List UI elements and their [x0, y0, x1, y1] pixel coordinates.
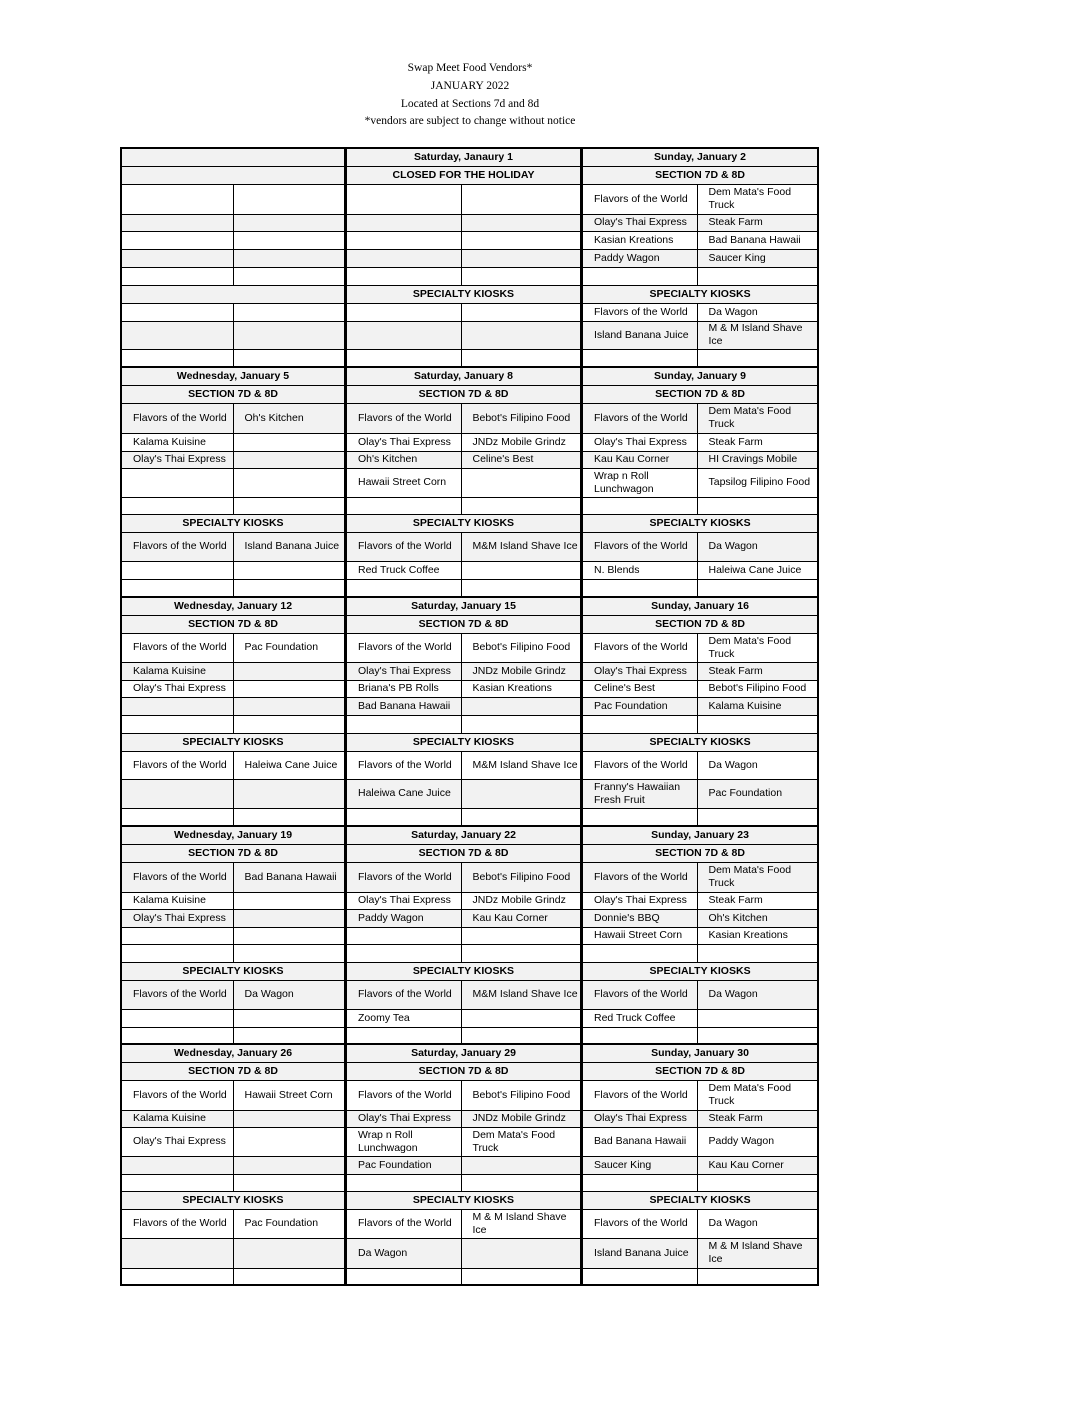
vendor-cell — [233, 433, 345, 451]
section-heading: CLOSED FOR THE HOLIDAY — [346, 166, 581, 184]
blank-cell — [121, 1268, 233, 1285]
blank-cell — [461, 267, 581, 285]
section-heading: Saturday, January 22 — [346, 826, 581, 844]
vendor-cell — [233, 909, 345, 927]
vendor-cell: Olay's Thai Express — [346, 1110, 461, 1127]
vendor-cell: Olay's Thai Express — [582, 662, 697, 680]
blank-cell — [346, 1174, 461, 1191]
blank-cell — [582, 267, 697, 285]
vendor-cell: Island Banana Juice — [582, 321, 697, 349]
section-heading: SPECIALTY KIOSKS — [346, 514, 581, 532]
vendor-cell: JNDz Mobile Grindz — [461, 662, 581, 680]
blank-cell — [346, 1027, 461, 1044]
vendor-cell: Haleiwa Cane Juice — [346, 779, 461, 808]
section-heading: SECTION 7D & 8D — [346, 1062, 581, 1080]
section-heading: SPECIALTY KIOSKS — [121, 1191, 345, 1209]
vendor-cell: Flavors of the World — [346, 633, 461, 662]
vendor-cell — [346, 927, 461, 944]
section-heading: Wednesday, January 19 — [121, 826, 345, 844]
header-location: Located at Sections 7d and 8d — [400, 97, 540, 110]
blank-cell — [582, 808, 697, 826]
vendor-cell: Flavors of the World — [121, 633, 233, 662]
vendor-cell: Bebot's Filipino Food — [461, 862, 581, 892]
section-heading: SECTION 7D & 8D — [582, 615, 818, 633]
vendor-cell: Kau Kau Corner — [582, 451, 697, 468]
vendor-cell — [461, 1009, 581, 1027]
vendor-cell: Franny's Hawaiian Fresh Fruit — [582, 779, 697, 808]
vendor-cell: Oh's Kitchen — [697, 909, 818, 927]
vendor-cell: Kasian Kreations — [461, 680, 581, 697]
vendor-cell: Kau Kau Corner — [697, 1156, 818, 1174]
vendor-cell: Flavors of the World — [346, 751, 461, 779]
section-heading — [121, 166, 345, 184]
vendor-cell: Flavors of the World — [582, 1209, 697, 1238]
section-heading: SPECIALTY KIOSKS — [121, 962, 345, 980]
blank-cell — [233, 267, 345, 285]
vendor-cell: Flavors of the World — [582, 1080, 697, 1110]
vendor-cell — [233, 779, 345, 808]
vendor-cell: Olay's Thai Express — [346, 662, 461, 680]
vendor-cell — [233, 1110, 345, 1127]
vendor-cell — [233, 1156, 345, 1174]
vendor-cell: Flavors of the World — [346, 532, 461, 561]
blank-cell — [461, 808, 581, 826]
vendor-cell: Dem Mata's Food Truck — [697, 403, 818, 433]
blank-cell — [233, 1268, 345, 1285]
vendor-cell: Bad Banana Hawaii — [346, 697, 461, 715]
vendor-cell: Pac Foundation — [233, 1209, 345, 1238]
vendor-cell — [233, 561, 345, 579]
vendor-cell: Pac Foundation — [233, 633, 345, 662]
vendor-cell: Pac Foundation — [346, 1156, 461, 1174]
vendor-cell: Red Truck Coffee — [346, 561, 461, 579]
vendor-cell: M & M Island Shave Ice — [697, 321, 818, 349]
vendor-cell: Flavors of the World — [582, 751, 697, 779]
vendor-cell: Da Wagon — [697, 303, 818, 321]
vendor-cell: Flavors of the World — [121, 403, 233, 433]
vendor-cell — [233, 451, 345, 468]
vendor-cell: Celine's Best — [582, 680, 697, 697]
vendor-cell: M & M Island Shave Ice — [461, 1209, 581, 1238]
section-heading: Sunday, January 23 — [582, 826, 818, 844]
vendor-cell: Tapsilog Filipino Food — [697, 468, 818, 497]
vendor-cell — [233, 1127, 345, 1156]
vendor-cell — [121, 561, 233, 579]
blank-cell — [697, 1027, 818, 1044]
section-heading: SECTION 7D & 8D — [582, 844, 818, 862]
vendor-cell: Island Banana Juice — [582, 1238, 697, 1268]
section-heading: Saturday, January 8 — [346, 367, 581, 385]
vendor-cell: Steak Farm — [697, 1110, 818, 1127]
blank-cell — [697, 1268, 818, 1285]
vendor-cell: Steak Farm — [697, 662, 818, 680]
blank-cell — [121, 497, 233, 514]
vendor-cell — [233, 892, 345, 909]
blank-cell — [697, 267, 818, 285]
section-heading: SECTION 7D & 8D — [121, 385, 345, 403]
blank-cell — [121, 349, 233, 367]
vendor-cell: Steak Farm — [697, 433, 818, 451]
vendor-cell: Flavors of the World — [121, 862, 233, 892]
vendor-cell: Oh's Kitchen — [233, 403, 345, 433]
blank-cell — [461, 579, 581, 597]
vendor-cell: Dem Mata's Food Truck — [697, 1080, 818, 1110]
blank-cell — [461, 1174, 581, 1191]
vendor-cell — [461, 184, 581, 214]
blank-cell — [121, 715, 233, 733]
section-heading: SPECIALTY KIOSKS — [582, 514, 818, 532]
blank-cell — [346, 944, 461, 962]
blank-cell — [461, 1268, 581, 1285]
vendor-cell: Dem Mata's Food Truck — [697, 184, 818, 214]
vendor-cell: Paddy Wagon — [582, 249, 697, 267]
blank-cell — [346, 497, 461, 514]
blank-cell — [582, 944, 697, 962]
vendor-cell — [233, 184, 345, 214]
vendor-cell: Flavors of the World — [582, 403, 697, 433]
section-heading: SPECIALTY KIOSKS — [582, 285, 818, 303]
blank-cell — [582, 1174, 697, 1191]
vendor-cell: Bebot's Filipino Food — [697, 680, 818, 697]
vendor-cell: Flavors of the World — [346, 980, 461, 1009]
vendor-cell: Dem Mata's Food Truck — [697, 862, 818, 892]
vendor-cell: Olay's Thai Express — [582, 433, 697, 451]
vendor-cell: Bad Banana Hawaii — [582, 1127, 697, 1156]
blank-cell — [121, 808, 233, 826]
vendor-cell — [461, 249, 581, 267]
vendor-cell: Pac Foundation — [582, 697, 697, 715]
vendor-cell: Hawaii Street Corn — [346, 468, 461, 497]
vendor-cell: Briana's PB Rolls — [346, 680, 461, 697]
blank-cell — [582, 349, 697, 367]
vendor-cell — [346, 214, 461, 231]
vendor-cell: Flavors of the World — [346, 403, 461, 433]
vendor-cell: Flavors of the World — [121, 751, 233, 779]
section-heading — [121, 148, 345, 166]
vendor-cell: N. Blends — [582, 561, 697, 579]
vendor-cell: M&M Island Shave Ice — [461, 532, 581, 561]
vendor-cell: Olay's Thai Express — [582, 214, 697, 231]
saturday-column — [345, 147, 582, 1286]
blank-cell — [697, 497, 818, 514]
vendor-cell: Donnie's BBQ — [582, 909, 697, 927]
vendor-cell: Wrap n Roll Lunchwagon — [346, 1127, 461, 1156]
vendor-cell: Flavors of the World — [582, 532, 697, 561]
vendor-cell: Olay's Thai Express — [582, 1110, 697, 1127]
section-heading: Sunday, January 2 — [582, 148, 818, 166]
blank-cell — [121, 267, 233, 285]
blank-cell — [346, 349, 461, 367]
blank-cell — [697, 1174, 818, 1191]
section-heading: SPECIALTY KIOSKS — [346, 1191, 581, 1209]
vendor-cell: Flavors of the World — [121, 1209, 233, 1238]
vendor-cell — [461, 321, 581, 349]
vendor-cell: Flavors of the World — [346, 1209, 461, 1238]
sunday-column — [581, 147, 819, 1286]
vendor-cell: Flavors of the World — [582, 633, 697, 662]
vendor-cell: Olay's Thai Express — [346, 892, 461, 909]
vendor-cell — [461, 561, 581, 579]
blank-cell — [461, 944, 581, 962]
section-heading: Saturday, January 29 — [346, 1044, 581, 1062]
vendor-cell — [121, 1009, 233, 1027]
vendor-cell: JNDz Mobile Grindz — [461, 433, 581, 451]
blank-cell — [346, 579, 461, 597]
blank-cell — [233, 497, 345, 514]
vendor-cell: Kau Kau Corner — [461, 909, 581, 927]
vendor-cell: Flavors of the World — [582, 980, 697, 1009]
blank-cell — [697, 349, 818, 367]
vendor-cell: Dem Mata's Food Truck — [461, 1127, 581, 1156]
vendor-cell: Olay's Thai Express — [121, 1127, 233, 1156]
vendor-cell — [121, 184, 233, 214]
vendor-cell: Da Wagon — [233, 980, 345, 1009]
blank-cell — [233, 579, 345, 597]
vendor-cell — [233, 303, 345, 321]
vendor-cell: Flavors of the World — [346, 1080, 461, 1110]
blank-cell — [121, 944, 233, 962]
vendor-cell: Paddy Wagon — [346, 909, 461, 927]
section-heading: SPECIALTY KIOSKS — [582, 733, 818, 751]
vendor-cell: Kalama Kuisine — [121, 1110, 233, 1127]
blank-cell — [697, 579, 818, 597]
vendor-cell — [346, 231, 461, 249]
vendor-cell — [461, 697, 581, 715]
section-heading: SECTION 7D & 8D — [346, 615, 581, 633]
blank-cell — [233, 1027, 345, 1044]
vendor-cell: Olay's Thai Express — [121, 451, 233, 468]
vendor-cell — [121, 231, 233, 249]
vendor-cell — [346, 249, 461, 267]
vendor-cell: Da Wagon — [697, 532, 818, 561]
blank-cell — [346, 1268, 461, 1285]
section-heading: Sunday, January 9 — [582, 367, 818, 385]
vendor-cell: Bad Banana Hawaii — [233, 862, 345, 892]
section-heading: SPECIALTY KIOSKS — [582, 1191, 818, 1209]
vendor-cell: Olay's Thai Express — [121, 909, 233, 927]
vendor-cell — [233, 680, 345, 697]
blank-cell — [461, 1027, 581, 1044]
page-header — [300, 60, 640, 131]
blank-cell — [346, 715, 461, 733]
section-heading: SECTION 7D & 8D — [346, 385, 581, 403]
vendor-cell: Flavors of the World — [582, 184, 697, 214]
blank-cell — [461, 349, 581, 367]
vendor-cell: Flavors of the World — [582, 862, 697, 892]
vendor-cell: Haleiwa Cane Juice — [697, 561, 818, 579]
vendor-cell: Bebot's Filipino Food — [461, 633, 581, 662]
vendor-cell: Zoomy Tea — [346, 1009, 461, 1027]
section-heading: SPECIALTY KIOSKS — [121, 733, 345, 751]
blank-cell — [582, 579, 697, 597]
section-heading: SECTION 7D & 8D — [582, 166, 818, 184]
blank-cell — [582, 497, 697, 514]
vendor-cell: Kalama Kuisine — [121, 662, 233, 680]
header-title: Swap Meet Food Vendors* — [407, 62, 533, 74]
vendor-cell: Steak Farm — [697, 892, 818, 909]
blank-cell — [697, 715, 818, 733]
blank-cell — [461, 715, 581, 733]
vendor-cell — [121, 321, 233, 349]
vendor-cell: Celine's Best — [461, 451, 581, 468]
section-heading: Sunday, January 16 — [582, 597, 818, 615]
vendor-cell — [121, 1238, 233, 1268]
section-heading: Wednesday, January 12 — [121, 597, 345, 615]
vendor-cell — [233, 697, 345, 715]
header-note: *vendors are subject to change without notice — [364, 115, 576, 128]
section-heading: SPECIALTY KIOSKS — [582, 962, 818, 980]
vendor-cell: Bebot's Filipino Food — [461, 1080, 581, 1110]
vendor-cell: JNDz Mobile Grindz — [461, 1110, 581, 1127]
section-heading: SECTION 7D & 8D — [121, 844, 345, 862]
vendor-cell — [461, 1238, 581, 1268]
vendor-cell — [121, 468, 233, 497]
vendor-cell: Pac Foundation — [697, 779, 818, 808]
blank-cell — [697, 944, 818, 962]
vendor-cell: Dem Mata's Food Truck — [697, 633, 818, 662]
header-month: JANUARY 2022 — [430, 79, 510, 92]
blank-cell — [121, 579, 233, 597]
blank-cell — [697, 808, 818, 826]
vendor-cell — [121, 214, 233, 231]
vendor-cell: Kasian Kreations — [582, 231, 697, 249]
vendor-cell: Da Wagon — [346, 1238, 461, 1268]
section-heading: Saturday, Janaury 1 — [346, 148, 581, 166]
vendor-cell — [233, 927, 345, 944]
vendor-cell — [461, 1156, 581, 1174]
vendor-cell: Flavors of the World — [121, 1080, 233, 1110]
blank-cell — [461, 497, 581, 514]
vendor-cell: M&M Island Shave Ice — [461, 751, 581, 779]
vendor-cell: M&M Island Shave Ice — [461, 980, 581, 1009]
vendor-cell: Da Wagon — [697, 1209, 818, 1238]
vendor-cell — [346, 321, 461, 349]
section-heading: SECTION 7D & 8D — [121, 615, 345, 633]
vendor-cell — [121, 303, 233, 321]
section-heading: SECTION 7D & 8D — [121, 1062, 345, 1080]
vendor-cell: Kasian Kreations — [697, 927, 818, 944]
vendor-cell — [121, 779, 233, 808]
section-heading: Sunday, January 30 — [582, 1044, 818, 1062]
section-heading: Wednesday, January 5 — [121, 367, 345, 385]
section-heading — [121, 285, 345, 303]
vendor-cell — [121, 249, 233, 267]
vendor-cell — [461, 927, 581, 944]
vendor-cell: Kalama Kuisine — [121, 892, 233, 909]
blank-cell — [233, 715, 345, 733]
blank-cell — [121, 1174, 233, 1191]
vendor-cell — [697, 1009, 818, 1027]
vendor-cell — [121, 697, 233, 715]
vendor-cell — [233, 249, 345, 267]
blank-cell — [346, 808, 461, 826]
vendor-cell — [461, 303, 581, 321]
section-heading: SECTION 7D & 8D — [582, 1062, 818, 1080]
vendor-cell: M & M Island Shave Ice — [697, 1238, 818, 1268]
section-heading: SPECIALTY KIOSKS — [346, 285, 581, 303]
vendor-cell: HI Cravings Mobile — [697, 451, 818, 468]
vendor-cell: Flavors of the World — [121, 980, 233, 1009]
vendor-cell: Kalama Kuisine — [697, 697, 818, 715]
vendor-cell — [233, 662, 345, 680]
vendor-cell: Paddy Wagon — [697, 1127, 818, 1156]
vendor-cell: Red Truck Coffee — [582, 1009, 697, 1027]
vendor-cell — [461, 779, 581, 808]
vendor-cell: Olay's Thai Express — [121, 680, 233, 697]
section-heading: Wednesday, January 26 — [121, 1044, 345, 1062]
vendor-cell: JNDz Mobile Grindz — [461, 892, 581, 909]
vendor-cell: Island Banana Juice — [233, 532, 345, 561]
vendor-cell: Kalama Kuisine — [121, 433, 233, 451]
vendor-cell: Saucer King — [697, 249, 818, 267]
vendor-cell: Flavors of the World — [121, 532, 233, 561]
vendor-cell: Bad Banana Hawaii — [697, 231, 818, 249]
section-heading: SECTION 7D & 8D — [582, 385, 818, 403]
section-heading: SECTION 7D & 8D — [346, 844, 581, 862]
blank-cell — [582, 1027, 697, 1044]
blank-cell — [121, 1027, 233, 1044]
blank-cell — [233, 1174, 345, 1191]
vendor-cell — [461, 214, 581, 231]
vendor-cell: Flavors of the World — [346, 862, 461, 892]
vendor-cell — [346, 303, 461, 321]
vendor-cell: Flavors of the World — [582, 303, 697, 321]
vendor-cell: Wrap n Roll Lunchwagon — [582, 468, 697, 497]
blank-cell — [582, 715, 697, 733]
section-heading: SPECIALTY KIOSKS — [346, 733, 581, 751]
vendor-cell: Hawaii Street Corn — [582, 927, 697, 944]
vendor-cell — [233, 1238, 345, 1268]
vendor-cell — [121, 927, 233, 944]
vendor-cell — [461, 468, 581, 497]
vendor-cell — [461, 231, 581, 249]
vendor-cell: Saucer King — [582, 1156, 697, 1174]
blank-cell — [233, 349, 345, 367]
vendor-cell: Da Wagon — [697, 751, 818, 779]
vendor-cell: Hawaii Street Corn — [233, 1080, 345, 1110]
vendor-cell — [233, 321, 345, 349]
vendor-cell — [346, 184, 461, 214]
vendor-cell: Olay's Thai Express — [582, 892, 697, 909]
blank-cell — [233, 944, 345, 962]
vendor-cell: Steak Farm — [697, 214, 818, 231]
vendor-cell — [233, 214, 345, 231]
vendor-cell: Haleiwa Cane Juice — [233, 751, 345, 779]
blank-cell — [582, 1268, 697, 1285]
blank-cell — [346, 267, 461, 285]
section-heading: Saturday, January 15 — [346, 597, 581, 615]
vendor-cell: Oh's Kitchen — [346, 451, 461, 468]
vendor-cell: Bebot's Filipino Food — [461, 403, 581, 433]
section-heading: SPECIALTY KIOSKS — [346, 962, 581, 980]
vendor-cell: Olay's Thai Express — [346, 433, 461, 451]
vendor-cell — [121, 1156, 233, 1174]
section-heading: SPECIALTY KIOSKS — [121, 514, 345, 532]
blank-cell — [233, 808, 345, 826]
wednesday-column — [120, 147, 346, 1286]
vendor-cell: Da Wagon — [697, 980, 818, 1009]
vendor-cell — [233, 468, 345, 497]
vendor-cell — [233, 1009, 345, 1027]
vendor-cell — [233, 231, 345, 249]
